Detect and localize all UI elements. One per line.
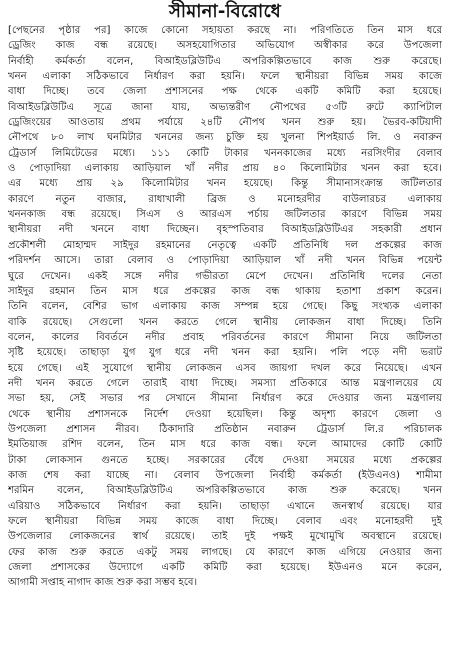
article-line: সভা হয়, সেই সভার পর সেখানে সীমানা নির্ধারণ করে দেওয়ার জন্য মন্ত্রণালয় [8,393,442,405]
article-line: সৃষ্টি হয়েছে। তাছাড়া যুগ যুগ ধরে নদী খনন করা হয়নি। পলি পড়ে নদী ভরাট [8,347,442,359]
article-line: স্থানীয়রা নদী খননে বাধা দিচ্ছেন। বৃহস্পতিবার বিআইডব্লিউটিএর সহকারী প্রধান [8,224,442,236]
article-line: আগামী সপ্তাহ নাগাদ কাজ শুরু করা সম্ভব হবে। [8,577,198,589]
article-line: ড্রেজিং কাজ বন্ধ রয়েছে। অসহযোগিতার অভিযোগ অস্বীকার করে উপজেলা [8,40,442,52]
article-line: বাকি রয়েছে। সেগুলো খনন করতে গেলে স্থানীয় লোকজন বাধা দিচ্ছে। তিনি [8,316,442,328]
article-line: টাকা লোকসান গুনতে হচ্ছে। সরকারের বেঁধে দেওয়া সময়ের মধ্যে প্রকল্পের [8,454,442,466]
article-line: বিআইডব্লিউটিএ সূত্রে জানা যায়, অভ্যন্তরীণ নৌপথের ৫৩টি রুটে ক্যাপিটাল [8,101,442,113]
article-line: খননকাজ বন্ধ রয়েছে। সিএস ও আরএস পর্চায় জটিলতার কারণে বিভিন্ন সময় [8,209,442,221]
article-body [8,23,442,591]
article-line: ফের কাজ শুরু করতে একটু সময় লাগছে। যে কারণে কাজ এগিয়ে নেওয়ার জন্য [8,546,442,558]
article-line: উপজেলা প্রশাসন নীরব। ঠিকাদারি প্রতিষ্ঠান নবারুন ট্রেডার্স লি.র পরিচালক [8,423,442,435]
article-line: খনন এলাকা সঠিকভাবে নির্ধারণ করা হয়নি। ফলে স্থানীয়রা বিভিন্ন সময় কাজে [8,71,442,83]
article-line: পরিদর্শন আসে। তারা বেলাব ও পোড়াদিয়া আড়িয়াল খাঁ নদী খনন বিভিন্ন পয়েন্ট [8,255,442,267]
article-line: কারণে নতুন বাজার, রাধাখালী ব্রিজ ও মনোহরদীর বাউলারচর এলাকায় [8,193,442,205]
article-line: প্রকৌশলী মোহাম্মদ সাইদুর রহমানের নেতৃত্বে একটি প্রতিনিধি দল প্রকল্পের কাজ [8,239,442,251]
article-line: ফলে স্থানীয়রা বিভিন্ন সময় কাজে বাধা দিচ্ছে। বেলাব এবং মনোহরদী দুই [8,516,442,527]
article-headline: সীমানা-বিরোধে [169,1,281,22]
article-line: নির্বাহী কর্মকর্তা বলেন, বিআইডব্লিউটিএ অপরিকল্পিতভাবে কাজ শুরু করেছে। [8,55,442,67]
article-line: ড্রেজিংয়ের আওতায় প্রথম পর্যায়ে ২৪টি নৌপথ খনন শুরু হয়। ভৈরব-কটিয়াদী [8,117,442,129]
article-line: কাজ শেষ করা যাচ্ছে না। বেলাব উপজেলা নির্বাহী কর্মকর্তা (ইউএনও) শামীমা [8,469,442,481]
article-line: থেকে স্থানীয় প্রশাসনকে নির্দেশ দেওয়া হয়েছিল। কিন্তু অদৃশ্য কারণে জেলা ও [8,408,442,420]
article-line: ইমতিয়াজ রশিদ বলেন, তিন মাস ধরে কাজ বন্ধ। ফলে আমাদের কোটি কোটি [8,439,442,451]
article-line: বলেন, কালের বিবর্তনে নদীর প্রবাহ পরিবর্তনের কারণে সীমানা নিয়ে জটিলতা [8,331,442,343]
article-line: এরিয়াও সঠিকভাবে নির্ধারণ করা হয়নি। তাছাড়া এখানে জনস্বার্থ রয়েছে। যার [8,500,442,512]
article-line: জেলা প্রশাসকের উদ্যোগে একটি কমিটি করা হয়েছে। ইউএনও মনে করেন, [8,562,442,574]
article-line: হয়ে গেছে। এই সুযোগে স্থানীয় লোকজন এসব জায়গা দখল করে নিয়েছে। এখন [8,362,442,374]
article-line: নদী খনন করতে গেলে তারাই বাধা দিচ্ছে। সমস্যা প্রতিকারে আন্ত মন্ত্রণালয়ের যে [8,377,442,389]
article-line: সাইদুর রহমান তিন মাস ধরে প্রকল্পের কাজ বন্ধ থাকায় হতাশা প্রকাশ করেন। [8,285,442,297]
article-line: ঘুরে দেখেন। একই সঙ্গে নদীর গভীরতা মেপে দেখেন। প্রতিনিধি দলের নেতা [8,270,442,282]
article-line: শরমিন বলেন, বিআইডব্লিউটিএ অপরিকল্পিতভাবে কাজ শুরু করেছে। খনন [8,485,442,497]
article-line: উপজেলার লোকজনের স্বার্থ রয়েছে। তাই দুই পক্ষই মুখোমুখি অবস্থানে রয়েছে। [8,531,442,543]
article-line: নৌপথে ৮০ লাখ ঘনমিটার খননের জন্য চুক্তি হয় খুলনা শিপইয়ার্ড লি. ও নবারুন [8,132,442,144]
article-line: ও পোড়াদিয়া এলাকায় আড়িয়াল খাঁ নদীর প্রায় ৪০ কিলোমিটার খনন করা হবে। [8,163,442,175]
article-line: [পেছনের পৃষ্ঠার পর] কাজে কোনো সহায়তা করছে না। পরিণতিতে তিন মাস ধরে [8,25,442,36]
article-line: ট্রেডার্স লিমিটেডের মধ্যে। ১১১ কোটি টাকার খননকাজের মধ্যে নরসিংদীর বেলাব [8,147,442,159]
article-line: তিনি বলেন, বেশির ভাগ এলাকায় কাজ সম্পন্ন হয়ে গেছে। কিছু সংখ্যক এলাকা [8,301,442,313]
article-line: বাধা দিচ্ছে। তবে জেলা প্রশাসনের পক্ষ থেকে একটি কমিটি করা হয়েছে। [8,86,442,98]
article-line: এর মধ্যে প্রায় ২৯ কিলোমিটার খনন হয়েছে। কিন্তু সীমানাসংক্রান্ত জটিলতার [8,178,442,190]
